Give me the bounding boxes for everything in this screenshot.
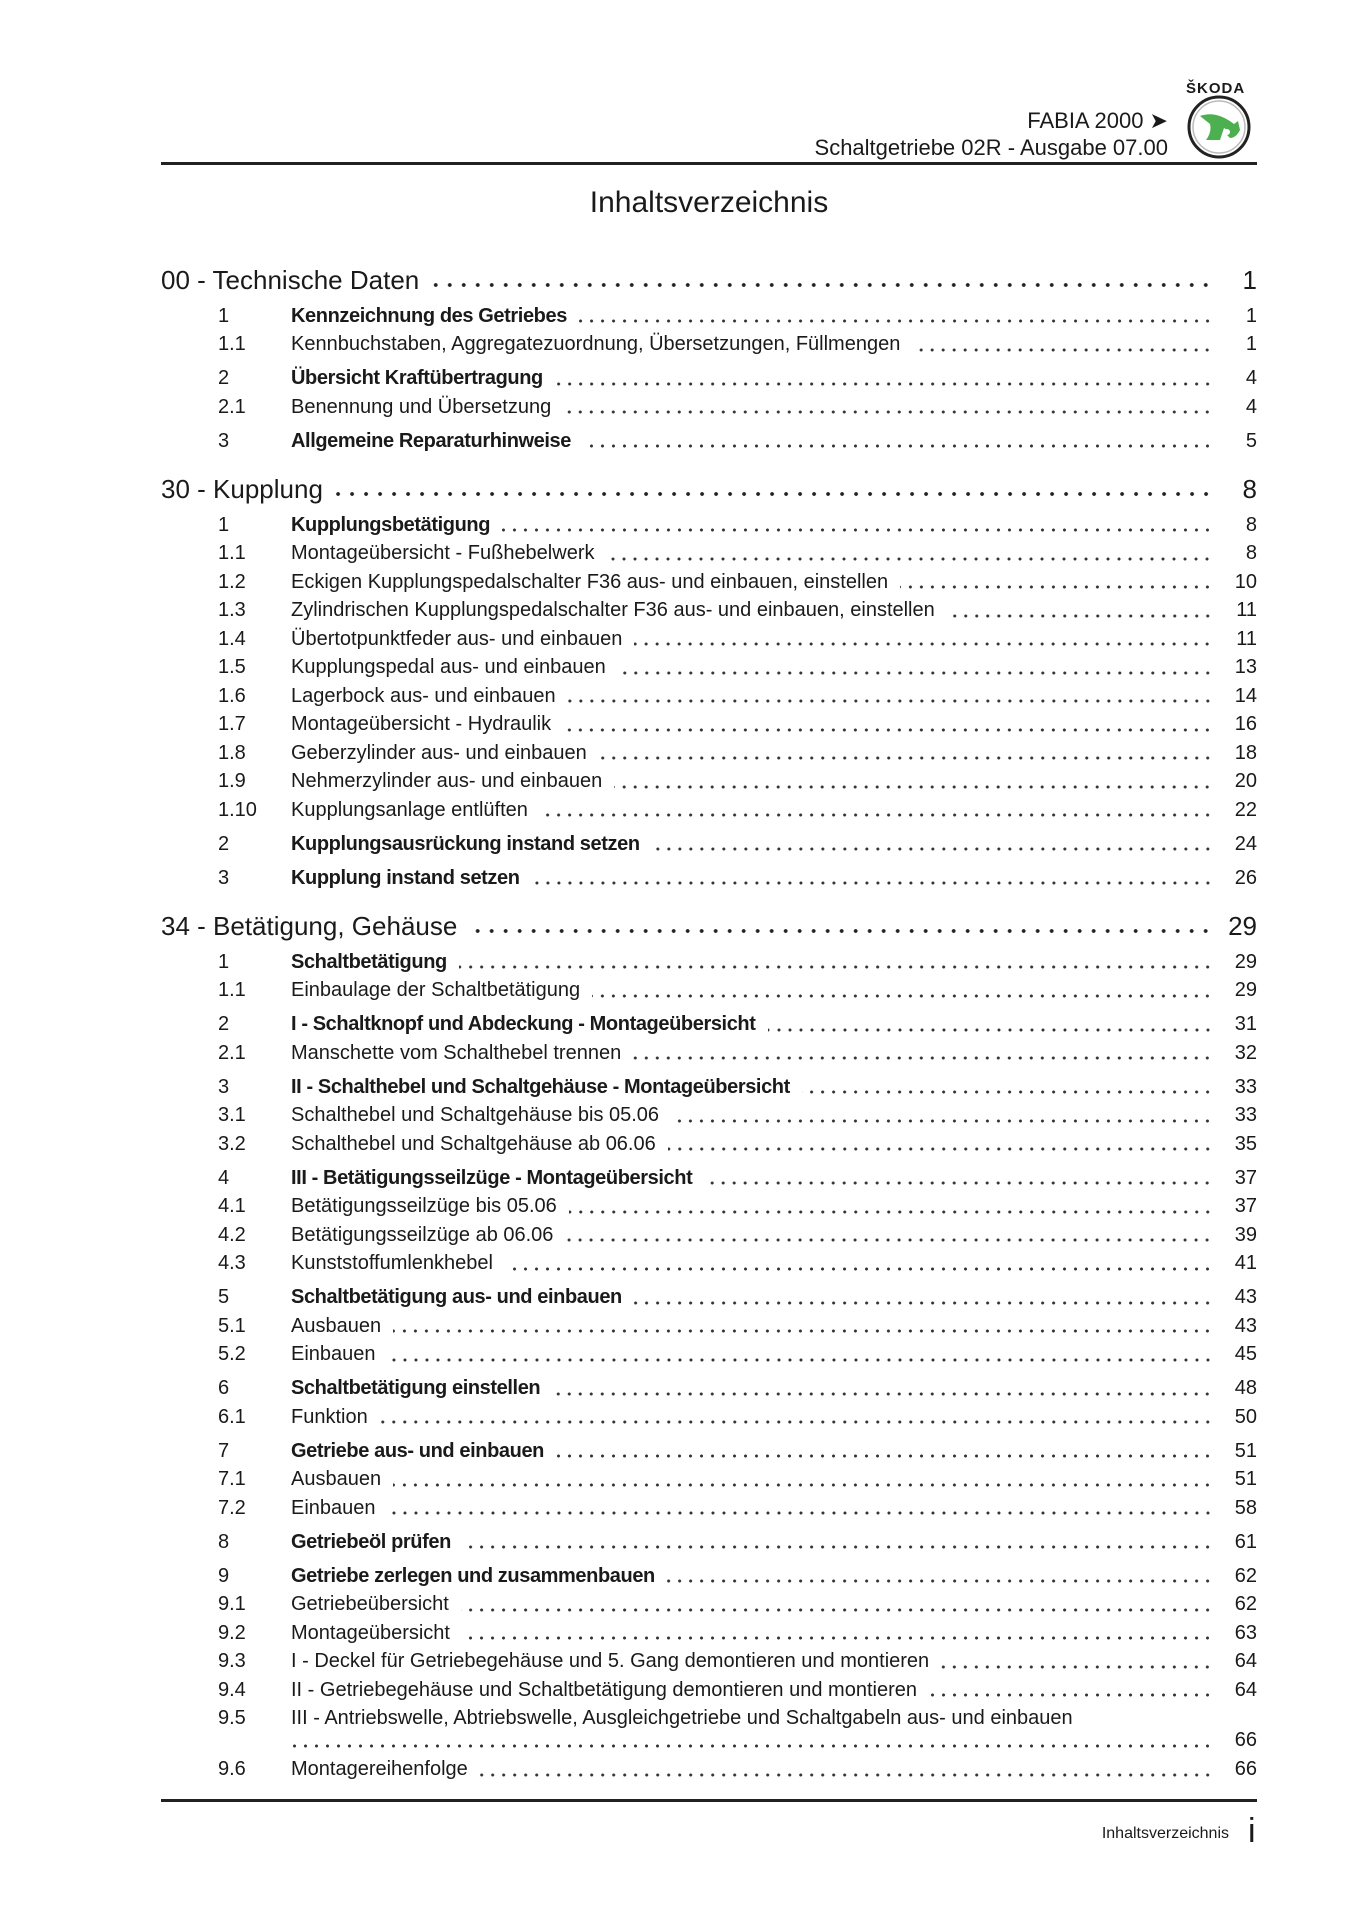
toc-entry[interactable] xyxy=(161,1129,1257,1159)
entry-page: 43 xyxy=(1234,1286,1257,1308)
entry-number: 5.1 xyxy=(218,1314,246,1337)
entry-title: Allgemeine Reparaturhinweise xyxy=(291,429,572,452)
dot-leader xyxy=(947,613,1213,619)
toc-entry[interactable] xyxy=(161,1192,1257,1222)
entry-page: 50 xyxy=(1234,1405,1257,1428)
toc-entry[interactable] xyxy=(161,539,1257,569)
entry-title: I - Schaltknopf und Abdeckung - Montageübersicht xyxy=(291,1013,756,1035)
entry-title: Übersicht Kraftübertragung xyxy=(291,367,543,389)
entry-page: 64 xyxy=(1234,1650,1257,1672)
toc-entry-continuation[interactable] xyxy=(161,1726,1257,1756)
entry-number: 5.2 xyxy=(218,1343,246,1365)
entry-title: II - Schalthebel und Schaltgehäuse - Montageübersicht xyxy=(291,1075,790,1098)
entry-title: Getriebe zerlegen und zusammenbauen xyxy=(291,1564,655,1587)
entry-page: 48 xyxy=(1234,1377,1257,1399)
dot-leader xyxy=(552,1391,1213,1397)
entry-number: 6 xyxy=(218,1377,230,1399)
entry-page: 61 xyxy=(1234,1530,1257,1553)
entry-page: 29 xyxy=(1234,950,1257,973)
entry-page: 20 xyxy=(1234,770,1257,792)
header-divider xyxy=(161,162,1257,165)
toc-entry[interactable] xyxy=(161,1527,1257,1557)
dot-leader xyxy=(634,641,1213,647)
entry-page: 62 xyxy=(1234,1564,1257,1587)
entry-page: 62 xyxy=(1234,1593,1257,1615)
toc-entry[interactable] xyxy=(161,710,1257,740)
toc-entry[interactable] xyxy=(161,1675,1257,1705)
entry-number: 1.10 xyxy=(218,798,257,821)
entry-number: 5 xyxy=(218,1286,230,1308)
entry-number: 9.5 xyxy=(218,1707,246,1729)
toc-entry[interactable] xyxy=(161,1101,1257,1131)
dot-leader xyxy=(569,1209,1213,1215)
entry-number: 2.1 xyxy=(218,1041,246,1064)
entry-page: 29 xyxy=(1234,979,1257,1001)
entry-title: Montagereihenfolge xyxy=(291,1758,468,1780)
toc-entry[interactable] xyxy=(161,1755,1257,1785)
toc-entry[interactable] xyxy=(161,1163,1257,1193)
entry-title: Schaltbetätigung xyxy=(291,950,447,973)
entry-number: 7 xyxy=(218,1439,230,1462)
entry-title: Kupplungspedal aus- und einbauen xyxy=(291,656,606,678)
toc-entry[interactable] xyxy=(161,392,1257,422)
entry-title: Betätigungsseilzüge bis 05.06 xyxy=(291,1195,557,1217)
dot-leader xyxy=(563,727,1213,733)
entry-page: 37 xyxy=(1234,1166,1257,1189)
entry-number: 3 xyxy=(218,1075,230,1098)
entry-page: 26 xyxy=(1234,866,1257,889)
dot-leader xyxy=(652,846,1213,852)
entry-page: 37 xyxy=(1234,1195,1257,1217)
entry-number: 1.8 xyxy=(218,741,246,764)
toc-entry[interactable] xyxy=(161,863,1257,893)
entry-title: I - Deckel für Getriebegehäuse und 5. Gang demontieren und montieren xyxy=(291,1650,930,1672)
footer-divider xyxy=(161,1799,1257,1802)
entry-title: Getriebeübersicht xyxy=(291,1593,449,1615)
toc-entry[interactable] xyxy=(161,795,1257,825)
entry-page: 35 xyxy=(1234,1132,1257,1155)
dot-leader xyxy=(592,993,1213,999)
entry-number: 9.4 xyxy=(218,1678,246,1701)
page-title: Inhaltsverzeichnis xyxy=(589,186,829,219)
dot-leader xyxy=(505,1266,1213,1272)
entry-page: 5 xyxy=(1245,429,1257,452)
entry-number: 9.2 xyxy=(218,1621,246,1644)
entry-number: 6.1 xyxy=(218,1405,246,1428)
dot-leader xyxy=(668,1146,1213,1152)
dot-leader xyxy=(802,1089,1213,1095)
entry-number: 9.3 xyxy=(218,1650,246,1672)
entry-title: Ausbauen xyxy=(291,1468,382,1490)
entry-number: 2 xyxy=(218,1013,230,1035)
entry-page: 51 xyxy=(1234,1468,1257,1490)
entry-number: 9.1 xyxy=(218,1593,246,1615)
dot-leader xyxy=(900,584,1213,590)
entry-title: Lagerbock aus- und einbauen xyxy=(291,684,556,707)
section-page: 1 xyxy=(1242,264,1257,295)
entry-number: 7.2 xyxy=(218,1496,246,1519)
entry-number: 7.1 xyxy=(218,1468,246,1490)
toc-entry[interactable] xyxy=(161,596,1257,626)
entry-title: Manschette vom Schalthebel trennen xyxy=(291,1041,622,1064)
dot-leader xyxy=(941,1664,1213,1670)
toc-entry[interactable] xyxy=(161,567,1257,597)
entry-number: 4.2 xyxy=(218,1223,246,1246)
entry-title: Schaltbetätigung aus- und einbauen xyxy=(291,1286,622,1308)
entry-title: Kennzeichnung des Getriebes xyxy=(291,304,567,327)
dot-leader xyxy=(912,347,1213,353)
entry-title: Kupplungsbetätigung xyxy=(291,513,491,536)
dot-leader xyxy=(335,491,1213,497)
dot-leader xyxy=(929,1692,1213,1698)
toc-entry[interactable] xyxy=(161,1072,1257,1102)
entry-number: 1 xyxy=(218,513,230,536)
entry-title: Schalthebel und Schaltgehäuse ab 06.06 xyxy=(291,1132,656,1155)
entry-page: 22 xyxy=(1234,798,1257,821)
dot-leader xyxy=(579,318,1213,324)
toc-entry[interactable] xyxy=(161,1311,1257,1341)
entry-page: 31 xyxy=(1234,1013,1257,1035)
toc-entry[interactable] xyxy=(161,767,1257,797)
entry-number: 1.1 xyxy=(218,979,246,1001)
toc-entry[interactable] xyxy=(161,1465,1257,1495)
dot-leader xyxy=(671,1118,1213,1124)
dot-leader xyxy=(614,784,1213,790)
toc-entry[interactable] xyxy=(161,681,1257,711)
entry-title: Kennbuchstaben, Aggregatezuordnung, Übersetzungen, Füllmengen xyxy=(291,333,901,355)
entry-title: Einbauen xyxy=(291,1343,376,1365)
entry-title: Montageübersicht - Hydraulik xyxy=(291,713,552,735)
dot-leader xyxy=(380,1419,1213,1425)
entry-page: 8 xyxy=(1245,513,1257,536)
toc-entry[interactable] xyxy=(161,1493,1257,1523)
dot-leader xyxy=(540,812,1213,818)
entry-page: 1 xyxy=(1245,333,1257,355)
entry-number: 4.1 xyxy=(218,1195,246,1217)
toc-section-heading[interactable] xyxy=(161,908,1257,944)
toc-entry[interactable] xyxy=(161,1561,1257,1591)
entry-number: 1.1 xyxy=(218,333,246,355)
dot-leader xyxy=(568,698,1213,704)
dot-leader xyxy=(459,964,1213,970)
dot-leader xyxy=(768,1027,1213,1033)
dot-leader xyxy=(555,381,1213,387)
toc-entry[interactable] xyxy=(161,1374,1257,1404)
entry-title: Kupplungsausrückung instand setzen xyxy=(291,832,640,855)
entry-number: 1.2 xyxy=(218,570,246,593)
entry-page: 16 xyxy=(1234,713,1257,735)
entry-title: Nehmerzylinder aus- und einbauen xyxy=(291,770,603,792)
entry-title: Schalthebel und Schaltgehäuse bis 05.06 xyxy=(291,1104,660,1126)
entry-number: 1.3 xyxy=(218,599,246,621)
dot-leader xyxy=(463,1544,1213,1550)
entry-number: 1.5 xyxy=(218,656,246,678)
dot-leader xyxy=(633,1055,1213,1061)
entry-number: 1.9 xyxy=(218,770,246,792)
entry-page: 18 xyxy=(1234,741,1257,764)
dot-leader xyxy=(618,670,1213,676)
entry-title: Einbaulage der Schaltbetätigung xyxy=(291,979,581,1001)
entry-page: 64 xyxy=(1234,1678,1257,1701)
entry-title: Getriebeöl prüfen xyxy=(291,1530,451,1553)
dot-leader xyxy=(634,1300,1213,1306)
toc-entry[interactable] xyxy=(161,426,1257,456)
skoda-logo xyxy=(1186,94,1252,160)
toc-entry[interactable] xyxy=(161,1436,1257,1466)
entry-page: 41 xyxy=(1234,1252,1257,1274)
dot-leader xyxy=(431,282,1213,288)
entry-page: 33 xyxy=(1234,1104,1257,1126)
toc-entry[interactable] xyxy=(161,1590,1257,1620)
dot-leader xyxy=(461,1607,1213,1613)
toc-entry[interactable] xyxy=(161,976,1257,1006)
entry-title: Schaltbetätigung einstellen xyxy=(291,1377,541,1399)
entry-number: 4.3 xyxy=(218,1252,246,1274)
entry-page: 51 xyxy=(1234,1439,1257,1462)
entry-page: 14 xyxy=(1234,684,1257,707)
entry-page: 11 xyxy=(1236,599,1257,621)
dot-leader xyxy=(556,1453,1213,1459)
entry-number: 3.1 xyxy=(218,1104,246,1126)
entry-page: 63 xyxy=(1234,1621,1257,1644)
entry-page: 66 xyxy=(1234,1758,1257,1780)
entry-number: 2 xyxy=(218,832,230,855)
dot-leader xyxy=(565,1237,1213,1243)
entry-page: 4 xyxy=(1245,395,1257,418)
entry-title: Kupplungsanlage entlüften xyxy=(291,798,528,821)
toc-entry[interactable] xyxy=(161,1038,1257,1068)
entry-page: 33 xyxy=(1234,1075,1257,1098)
entry-title: III - Betätigungsseilzüge - Montageübersicht xyxy=(291,1166,693,1189)
dot-leader xyxy=(388,1510,1213,1516)
toc-entry[interactable] xyxy=(161,829,1257,859)
entry-number: 2 xyxy=(218,367,230,389)
dot-leader xyxy=(480,1772,1213,1778)
dot-leader xyxy=(388,1357,1213,1363)
toc-entry[interactable] xyxy=(161,1618,1257,1648)
dot-leader xyxy=(606,556,1213,562)
brand-name: ŠKODA xyxy=(1186,80,1246,97)
entry-page: 58 xyxy=(1234,1496,1257,1519)
entry-number: 3.2 xyxy=(218,1132,246,1155)
dot-leader xyxy=(599,755,1213,761)
entry-number: 9 xyxy=(218,1564,230,1587)
section-page: 29 xyxy=(1228,910,1257,941)
entry-number: 1 xyxy=(218,304,230,327)
toc-entry[interactable] xyxy=(161,1402,1257,1432)
entry-title: Betätigungsseilzüge ab 06.06 xyxy=(291,1223,554,1246)
entry-number: 1.6 xyxy=(218,684,246,707)
toc-entry[interactable] xyxy=(161,1340,1257,1370)
entry-title: Kupplung instand setzen xyxy=(291,866,520,889)
entry-page: 45 xyxy=(1234,1343,1257,1365)
entry-number: 3 xyxy=(218,866,230,889)
dot-leader xyxy=(667,1578,1213,1584)
section-title: 34 - Betätigung, Gehäuse xyxy=(161,910,458,941)
section-page: 8 xyxy=(1242,473,1257,504)
toc-entry[interactable] xyxy=(161,301,1257,331)
entry-number: 3 xyxy=(218,429,230,452)
entry-number: 1.4 xyxy=(218,627,246,650)
header-model: FABIA 2000 ➤ xyxy=(1027,108,1168,133)
section-title: 00 - Technische Daten xyxy=(161,264,420,295)
entry-page: 4 xyxy=(1245,367,1257,389)
dot-leader xyxy=(532,880,1213,886)
dot-leader xyxy=(393,1328,1213,1334)
dot-leader xyxy=(583,443,1213,449)
entry-page: 39 xyxy=(1234,1223,1257,1246)
entry-title: Eckigen Kupplungspedalschalter F36 aus- und einbauen, einstellen xyxy=(291,570,889,593)
entry-page: 43 xyxy=(1234,1314,1257,1337)
entry-title: Übertotpunktfeder aus- und einbauen xyxy=(291,627,623,650)
toc-entry[interactable] xyxy=(161,738,1257,768)
entry-title: Geberzylinder aus- und einbauen xyxy=(291,741,587,764)
entry-number: 2.1 xyxy=(218,395,246,418)
entry-number: 1 xyxy=(218,950,230,973)
toc-entry[interactable] xyxy=(161,653,1257,683)
entry-number: 1.7 xyxy=(218,713,246,735)
entry-title: Montageübersicht xyxy=(291,1621,450,1644)
dot-leader xyxy=(704,1180,1213,1186)
header-subtitle: Schaltgetriebe 02R - Ausgabe 07.00 xyxy=(814,135,1168,160)
toc-entry[interactable] xyxy=(161,1010,1257,1040)
entry-title: Ausbauen xyxy=(291,1314,382,1337)
entry-page: 10 xyxy=(1234,570,1257,593)
dot-leader xyxy=(393,1482,1213,1488)
entry-page: 1 xyxy=(1245,304,1257,327)
dot-leader xyxy=(462,1635,1213,1641)
toc-entry[interactable] xyxy=(161,330,1257,360)
entry-page: 11 xyxy=(1236,627,1257,650)
entry-title: III - Antriebswelle, Abtriebswelle, Ausgleichgetriebe und Schaltgabeln aus- und einbauen xyxy=(291,1707,1073,1729)
dot-leader xyxy=(291,1743,1213,1749)
entry-title: Montageübersicht - Fußhebelwerk xyxy=(291,542,595,564)
toc-section-heading[interactable] xyxy=(161,471,1257,507)
dot-leader xyxy=(502,527,1213,533)
entry-number: 1.1 xyxy=(218,542,246,564)
entry-title: Funktion xyxy=(291,1405,368,1428)
section-title: 30 - Kupplung xyxy=(161,473,323,504)
entry-number: 8 xyxy=(218,1530,230,1553)
entry-page: 32 xyxy=(1234,1041,1257,1064)
toc-entry[interactable] xyxy=(161,1283,1257,1313)
toc-entry[interactable] xyxy=(161,1220,1257,1250)
footer-label: Inhaltsverzeichnis xyxy=(1101,1825,1229,1842)
entry-title: Benennung und Übersetzung xyxy=(291,395,552,418)
entry-title: Einbauen xyxy=(291,1496,376,1519)
dot-leader xyxy=(469,928,1213,934)
toc-section-heading[interactable] xyxy=(161,262,1257,298)
entry-title: Kunststoffumlenkhebel xyxy=(291,1252,493,1274)
toc-entry[interactable] xyxy=(161,624,1257,654)
footer-page-number: i xyxy=(1248,1812,1256,1850)
entry-page: 66 xyxy=(1234,1729,1257,1751)
toc-entry[interactable] xyxy=(161,1249,1257,1279)
toc-entry[interactable] xyxy=(161,947,1257,977)
entry-title: Zylindrischen Kupplungspedalschalter F36 aus- und einbauen, einstellen xyxy=(291,599,935,621)
entry-page: 8 xyxy=(1245,542,1257,564)
toc-entry[interactable] xyxy=(161,364,1257,394)
entry-title: Getriebe aus- und einbauen xyxy=(291,1439,544,1462)
entry-number: 9.6 xyxy=(218,1758,246,1780)
entry-page: 24 xyxy=(1234,832,1257,855)
toc-entry[interactable] xyxy=(161,1647,1257,1677)
entry-title: II - Getriebegehäuse und Schaltbetätigung demontieren und montieren xyxy=(291,1678,917,1701)
entry-number: 4 xyxy=(218,1166,230,1189)
dot-leader xyxy=(563,409,1213,415)
toc-entry[interactable] xyxy=(161,510,1257,540)
entry-page: 13 xyxy=(1234,656,1257,678)
